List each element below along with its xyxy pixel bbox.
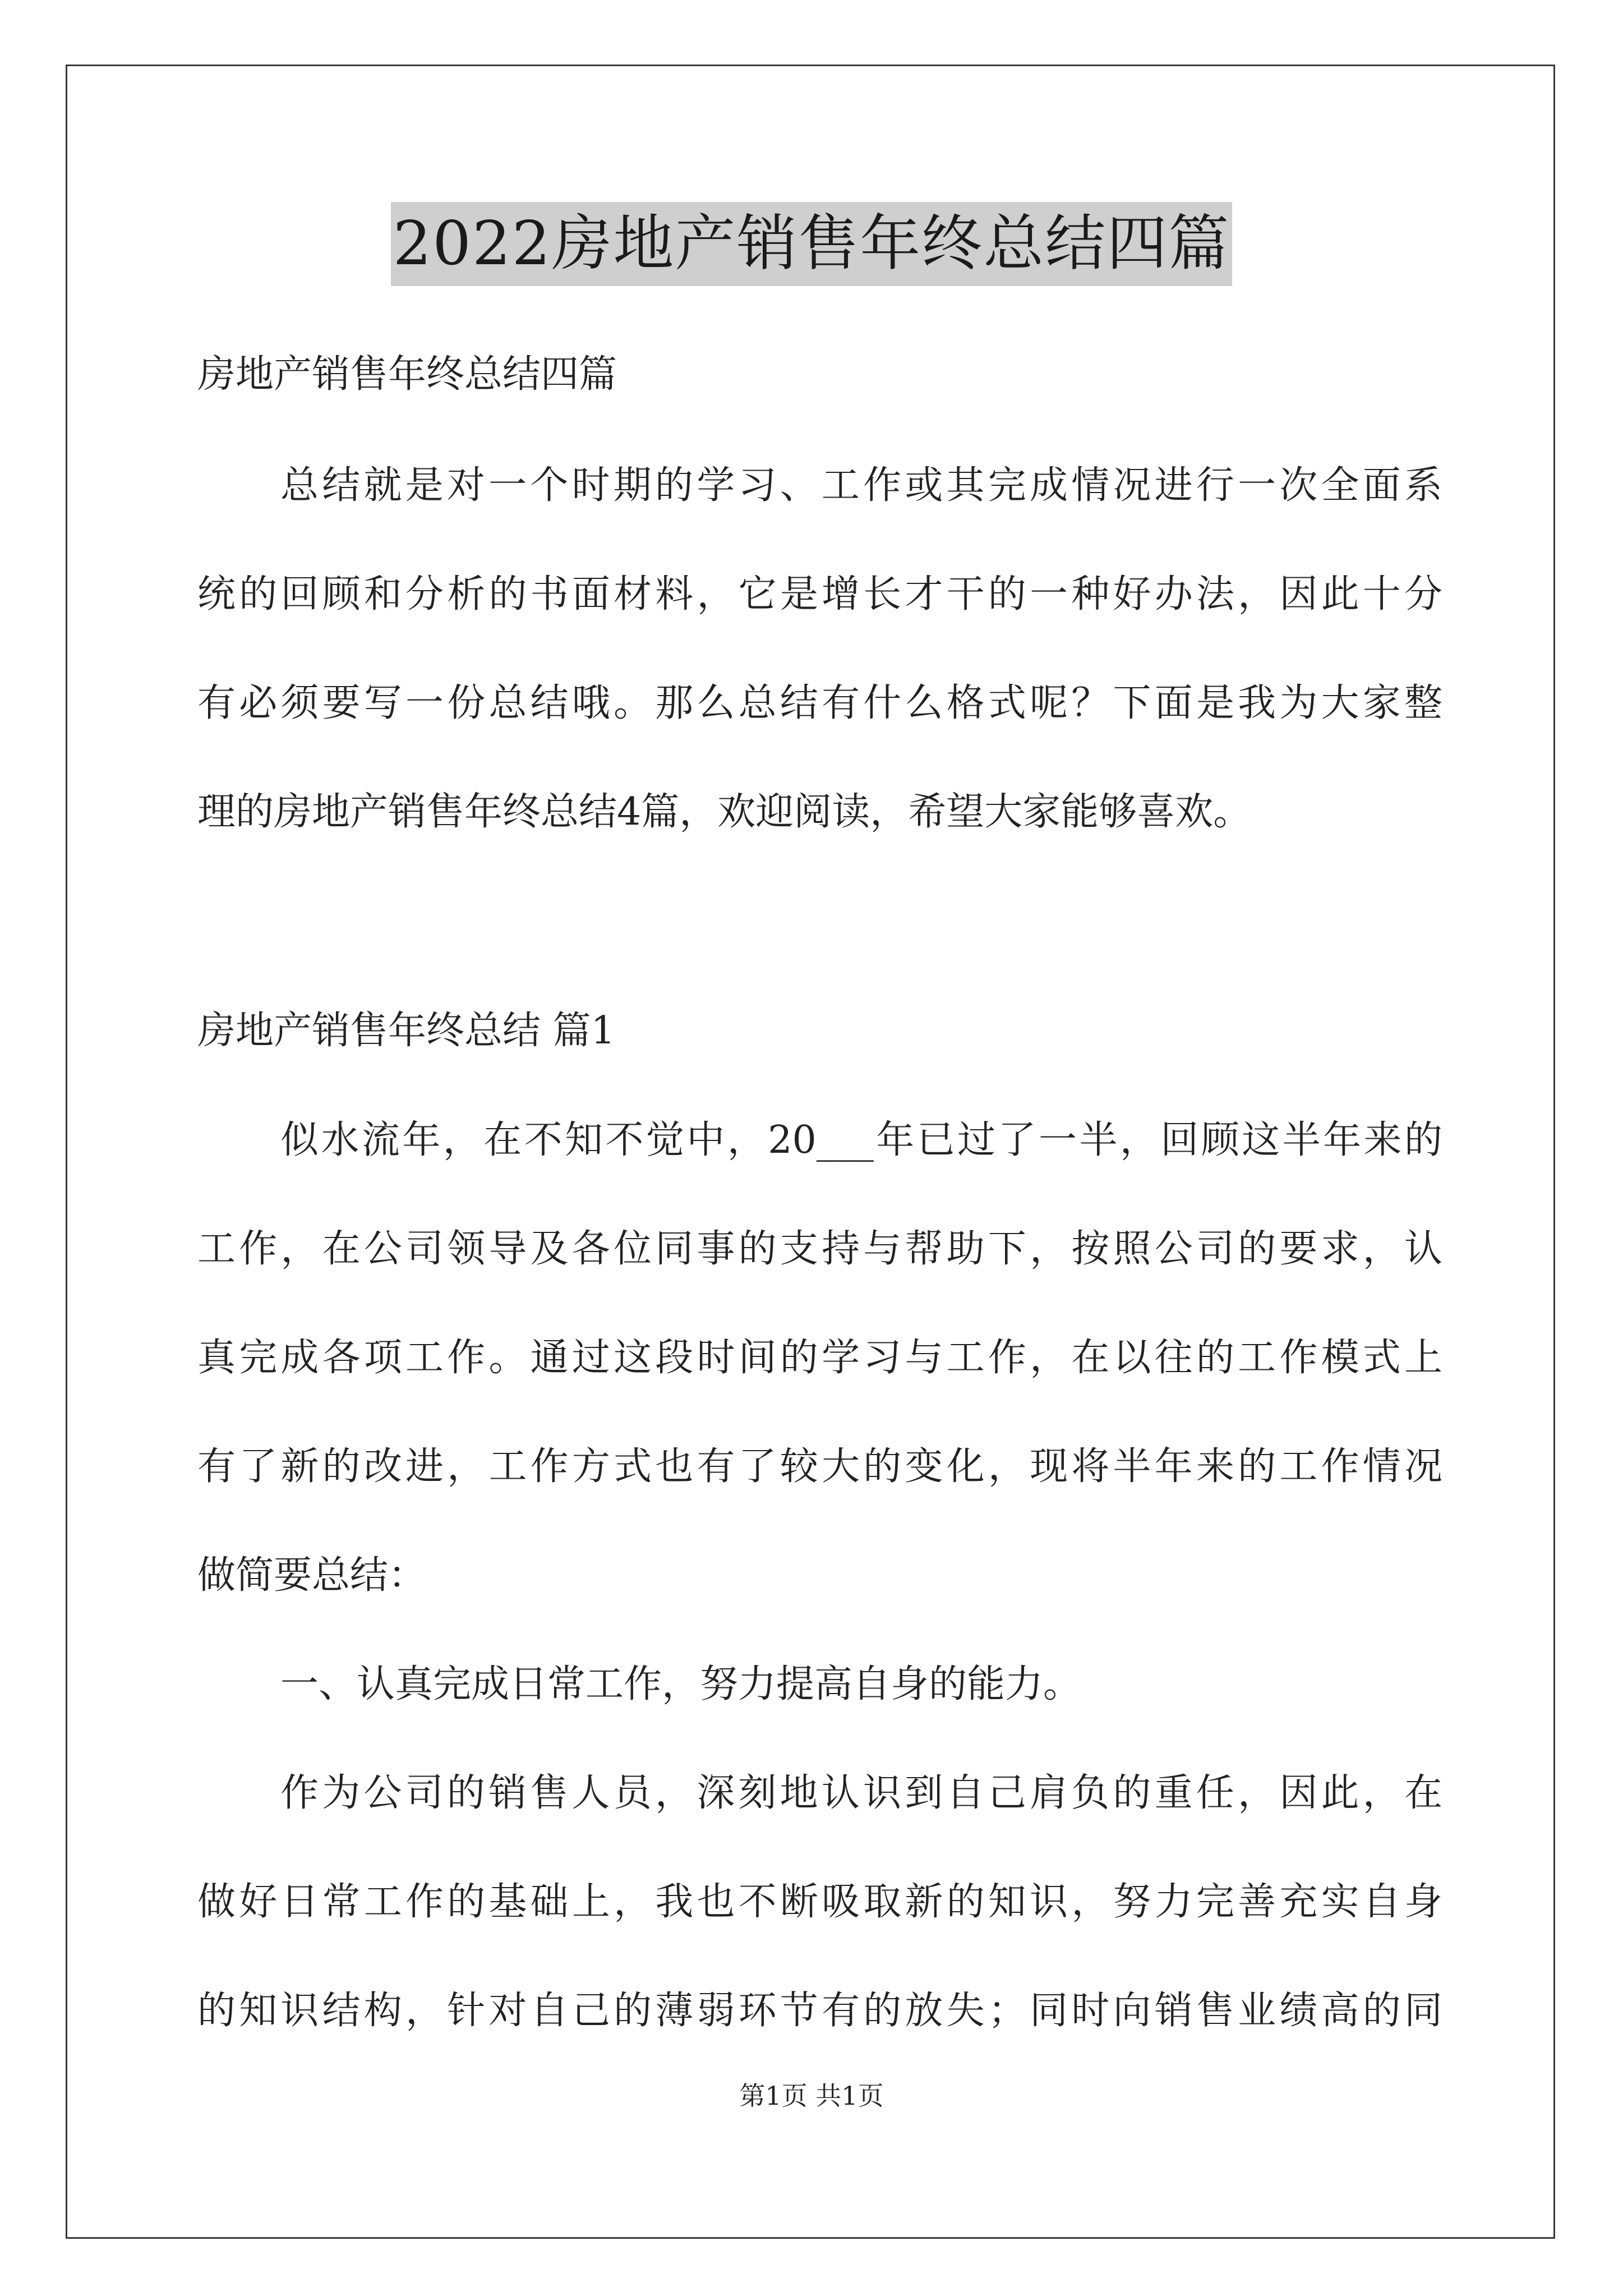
para1-line-1: 似水流年，在不知不觉中，20___年已过了一半，回顾这半年来的 xyxy=(280,1118,1442,1162)
document-subtitle: 房地产销售年终总结四篇 xyxy=(197,352,617,397)
intro-line-2: 统的回顾和分析的书面材料，它是增长才干的一种好办法，因此十分 xyxy=(197,572,1442,616)
para2-line-3: 的知识结构，针对自己的薄弱环节有的放失；同时向销售业绩高的同 xyxy=(197,1989,1442,2033)
para1-line-3: 真完成各项工作。通过这段时间的学习与工作，在以往的工作模式上 xyxy=(197,1336,1442,1380)
point-heading-1: 一、认真完成日常工作，努力提高自身的能力。 xyxy=(280,1662,1082,1706)
intro-line-4: 理的房地产销售年终总结4篇，欢迎阅读，希望大家能够喜欢。 xyxy=(197,790,1252,834)
para1-line-4: 有了新的改进，工作方式也有了较大的变化，现将半年来的工作情况 xyxy=(197,1444,1442,1489)
para1-line-5: 做简要总结： xyxy=(197,1553,427,1598)
intro-line-1: 总结就是对一个时期的学习、工作或其完成情况进行一次全面系 xyxy=(280,463,1442,508)
title-container xyxy=(0,202,1623,286)
intro-line-3: 有必须要写一份总结哦。那么总结有什么格式呢？下面是我为大家整 xyxy=(197,681,1442,725)
section-heading: 房地产销售年终总结 篇1 xyxy=(197,1009,615,1053)
para1-line-2: 工作，在公司领导及各位同事的支持与帮助下，按照公司的要求，认 xyxy=(197,1227,1442,1271)
document-title: 2022房地产销售年终总结四篇 xyxy=(391,202,1233,286)
page-footer: 第1页 共1页 xyxy=(739,2081,884,2111)
para2-line-1: 作为公司的销售人员，深刻地认识到自己肩负的重任，因此，在 xyxy=(280,1771,1442,1815)
para2-line-2: 做好日常工作的基础上，我也不断吸取新的知识，努力完善充实自身 xyxy=(197,1880,1442,1924)
